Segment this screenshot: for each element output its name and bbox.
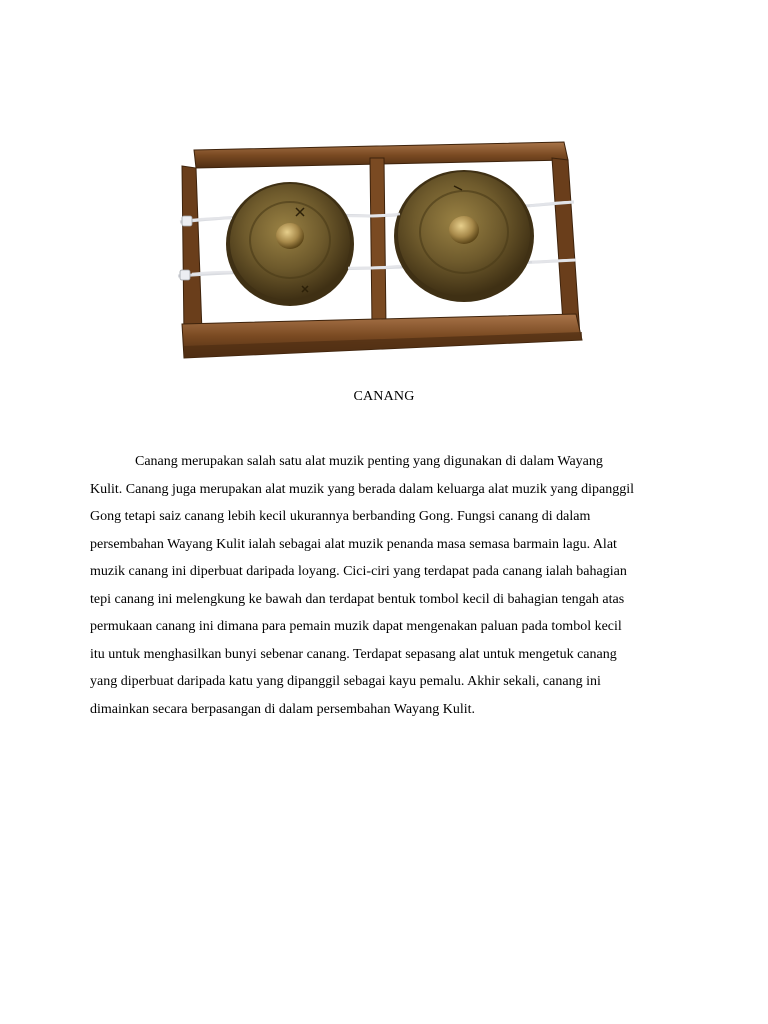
paragraph-line: dimainkan secara berpasangan di dalam persembahan Wayang Kulit.: [90, 701, 476, 717]
left-gong: [226, 182, 354, 306]
paragraph-line: muzik canang ini diperbuat daripada loyang. Cici-ciri yang terdapat pada canang ialah bahagian: [90, 564, 627, 579]
description-paragraph: [90, 448, 690, 723]
right-gong: [394, 170, 534, 302]
canang-photo: [172, 136, 592, 368]
paragraph-line: yang diperbuat daripada katu yang dipanggil sebagai kayu pemalu. Akhir sekali, canang ini: [90, 674, 601, 689]
paragraph-line: Gong tetapi saiz canang lebih kecil ukurannya berbanding Gong. Fungsi canang di dalam: [90, 509, 591, 524]
frame-left-side: [182, 166, 202, 336]
paragraph-line: Canang merupakan salah satu alat muzik penting yang digunakan di dalam Wayang: [135, 454, 603, 469]
paragraph-line: itu untuk menghasilkan bunyi sebenar canang. Terdapat sepasang alat untuk mengetuk canang: [90, 646, 617, 662]
frame-right-side: [552, 158, 580, 338]
paragraph-line: Kulit. Canang juga merupakan alat muzik yang berada dalam keluarga alat muzik yang dipanggil: [90, 481, 635, 497]
paragraph-line: persembahan Wayang Kulit ialah sebagai alat muzik penanda masa semasa barmain lagu. Alat: [90, 536, 617, 552]
paragraph-line: tepi canang ini melengkung ke bawah dan terdapat bentuk tombol kecil di bahagian tengah atas: [90, 591, 625, 607]
frame-divider: [370, 158, 386, 326]
figure-caption: CANANG: [353, 389, 415, 404]
paragraph-line: permukaan canang ini dimana para pemain muzik dapat mengenakan paluan pada tombol kecil: [90, 619, 622, 634]
canang-illustration: [172, 136, 592, 368]
